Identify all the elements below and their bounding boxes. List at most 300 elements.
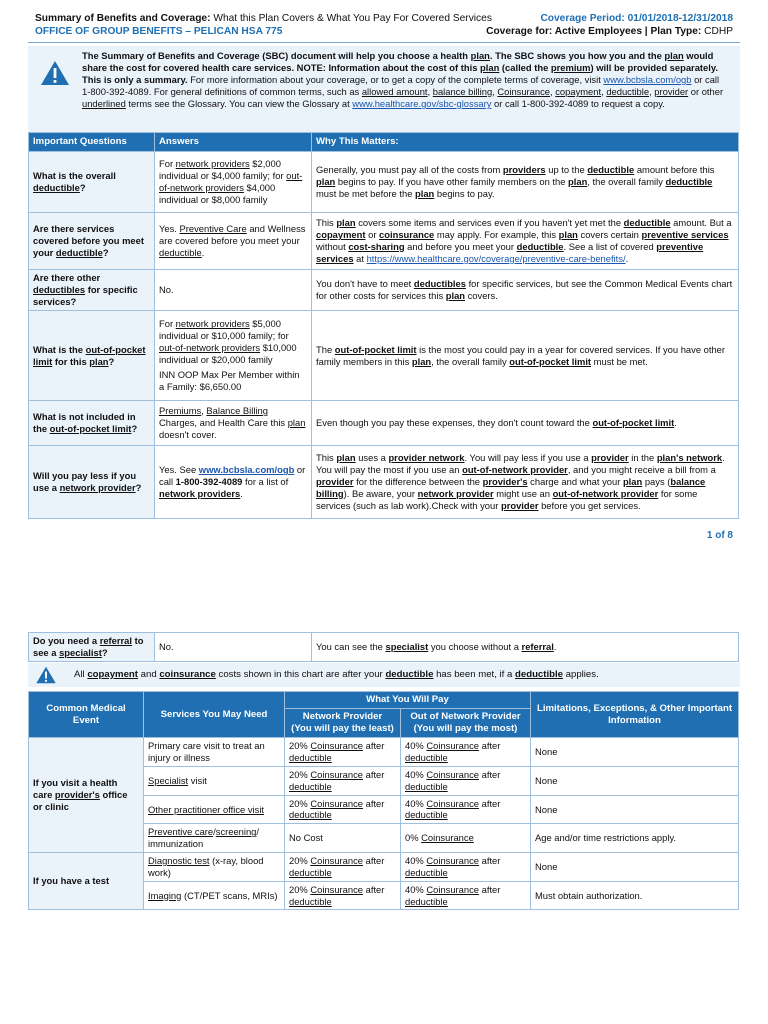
- page-number: 1 of 8: [706, 530, 733, 541]
- text-segment: ?: [108, 355, 115, 367]
- defined-term: deductible: [606, 86, 650, 98]
- text-segment: would share the cost for covered health care services. NOTE: Information about the cost of this: [82, 50, 714, 74]
- defined-term: deductible: [405, 780, 448, 792]
- text-segment: for the difference between the: [353, 476, 483, 488]
- text-segment: The Summary of Benefits and Coverage (SBC) document will help you choose a health: [82, 50, 469, 61]
- table-header-row: [29, 133, 739, 152]
- answer-cell: For network providers $5,000 individual or $10,000 family; for out-of-network providers $10,000 individual or $20,000 family INN OOP Max Per Member within a Family: $6,650.00: [155, 311, 312, 401]
- table-row: [29, 633, 739, 662]
- text-segment: For: [159, 318, 176, 330]
- defined-term: Coinsurance: [426, 797, 480, 809]
- defined-term: out-of-pocket limit: [334, 343, 417, 355]
- defined-term: premium: [550, 62, 591, 74]
- text-segment: Are there services covered before you meet your: [33, 223, 144, 258]
- defined-term: deductible: [405, 866, 448, 878]
- defined-term: network providers: [159, 487, 241, 499]
- text-segment: This: [316, 452, 337, 464]
- header-out-of-network-provider: Out of Network Provider (You will pay the most): [401, 709, 531, 738]
- text-segment: after: [479, 740, 501, 752]
- text-segment: begins to pay.: [434, 187, 495, 199]
- service-cell: [144, 766, 285, 795]
- defined-term: provider: [654, 86, 689, 98]
- text-segment: Even though you pay these expenses, they don't count toward the: [316, 417, 593, 429]
- text-segment: $2,000 individual or $4,000 family; for: [159, 158, 287, 182]
- limitations-cell: None: [531, 795, 739, 824]
- limitations-cell: Age and/or time restrictions apply.: [531, 824, 739, 853]
- text-segment: The: [316, 343, 335, 355]
- text-segment: Yes. See: [159, 464, 199, 476]
- text-segment: or call 1-800-392-4089. For general definitions of common terms, such as: [82, 74, 720, 98]
- medical-event-cell: If you have a test: [29, 852, 144, 909]
- text-segment: ?: [102, 246, 109, 258]
- defined-term: deductible: [159, 246, 202, 258]
- text-segment: after: [363, 883, 385, 895]
- defined-term: deductible: [289, 866, 332, 878]
- medical-events-table: [28, 691, 739, 910]
- defined-term: copayment: [316, 229, 366, 241]
- defined-term: Balance Billing: [206, 405, 268, 417]
- defined-term: cost-sharing: [348, 241, 405, 252]
- header-important-questions: Important Questions: [29, 133, 155, 152]
- defined-term: plan: [470, 50, 490, 61]
- defined-term: Coinsurance: [310, 740, 364, 752]
- text-segment: in the: [628, 452, 657, 464]
- defined-term: Imaging: [148, 889, 182, 901]
- defined-term: coinsurance: [379, 229, 435, 241]
- defined-term: underlined: [82, 98, 126, 110]
- question-cell: [29, 270, 155, 311]
- text-segment: after: [363, 797, 385, 809]
- defined-term: preventive services: [316, 241, 704, 264]
- why-cell: [312, 311, 739, 401]
- text-segment: Yes.: [159, 223, 180, 235]
- text-segment: after: [479, 768, 501, 780]
- text-segment: Will you pay less if you use a: [33, 470, 137, 493]
- text-segment: for specific services?: [33, 284, 138, 307]
- defined-term: provider's: [54, 789, 100, 801]
- text-segment: terms see the Glossary. You can view the Glossary at: [125, 98, 353, 110]
- text-segment: .: [553, 640, 557, 652]
- text-segment: .: [625, 252, 629, 264]
- defined-term: out-of-pocket limit: [509, 355, 592, 367]
- header-what-you-will-pay: What You Will Pay: [285, 692, 531, 709]
- cost-note-box: [28, 663, 740, 687]
- text-segment: amount before this: [634, 164, 715, 176]
- why-cell: [312, 270, 739, 311]
- why-cell: [312, 213, 739, 270]
- answer-cell: No.: [155, 633, 312, 662]
- text-segment: must be met.: [591, 355, 648, 367]
- defined-term: deductible: [289, 752, 332, 764]
- defined-term: network provider: [59, 482, 136, 493]
- defined-term: deductibles: [413, 278, 466, 290]
- service-cell: Primary care visit to treat an injury or illness: [144, 738, 285, 767]
- text-segment: $10,000 individual or $20,000 family: [159, 342, 297, 365]
- text-segment: 40%: [405, 854, 427, 866]
- text-segment: ) will be provided separately. This is only a summary.: [82, 62, 718, 86]
- ogb-link[interactable]: www.bcbsla.com/ogb: [603, 74, 692, 86]
- text-segment: ,: [201, 405, 207, 417]
- text-segment: costs shown in this chart are after your: [215, 669, 386, 680]
- text-segment: before you get services.: [538, 499, 641, 511]
- text-segment: pays (: [642, 476, 671, 488]
- text-segment: (CT/PET scans, MRIs): [181, 889, 278, 901]
- oon-cost-cell: [401, 852, 531, 881]
- text-segment: may apply. For example, this: [434, 229, 559, 241]
- defined-term: plan: [622, 476, 643, 488]
- service-cell: [144, 852, 285, 881]
- defined-term: Specialist: [148, 774, 189, 786]
- table-row: [29, 446, 739, 519]
- defined-term: Coinsurance: [497, 86, 551, 98]
- text-segment: after: [363, 740, 385, 752]
- intro-box: [28, 46, 740, 132]
- defined-term: Coinsurance: [426, 768, 480, 780]
- network-cost-cell: [285, 881, 401, 910]
- text-segment: If you visit a health care: [33, 777, 118, 801]
- defined-term: network providers: [175, 318, 250, 330]
- text-segment: charge and what your: [527, 476, 623, 488]
- defined-term: deductible: [623, 217, 671, 229]
- text-segment: office or clinic: [33, 789, 128, 813]
- text-segment: doesn't cover.: [159, 428, 217, 440]
- defined-term: providers: [502, 164, 546, 176]
- text-segment: you choose without a: [428, 640, 522, 652]
- text-segment: You can see the: [316, 640, 386, 652]
- text-segment: .: [240, 487, 243, 499]
- defined-term: plan: [336, 452, 356, 464]
- defined-term: plan: [336, 217, 356, 229]
- defined-term: out-of-network provider: [552, 487, 659, 499]
- oon-cost-cell: [401, 738, 531, 767]
- text-segment: 20%: [289, 768, 311, 780]
- text-segment: amount. But a: [670, 217, 732, 229]
- defined-term: balance billing: [316, 476, 706, 499]
- text-segment: and before you meet your: [404, 241, 517, 252]
- defined-term: Coinsurance: [310, 883, 364, 895]
- text-segment: ?: [101, 646, 108, 658]
- intro-text: The Summary of Benefits and Coverage (SBC) document will help you choose a health plan. The SBC shows you how you and the plan would share the cost for covered health care services. NOTE: Information about the cost of this plan (called the premium) will be provided separately. This is only a summary. For more information about your coverage, or to get a copy of the complete terms of coverage, visit www.bcbsla.com/ogb or call 1-800-392-4089. For general definitions of common terms, such as allowed amount, balance billing, Coinsurance, copayment, deductible, provider or other underlined terms see the Glossary. You can view the Glossary at www.healthcare.gov/sbc-glossary or call 1-800-392-4089 to request a copy.: [82, 50, 724, 110]
- defined-term: plan: [415, 187, 435, 199]
- defined-term: provider: [500, 499, 539, 511]
- table-row: [29, 311, 739, 401]
- text-segment: $4,000 individual or $8,000 family: [159, 182, 276, 205]
- text-segment: covers some items and services even if you haven't yet met the: [355, 217, 624, 229]
- text-segment: , the overall family: [431, 355, 510, 367]
- text-segment: uses a: [355, 452, 389, 464]
- answer-cell: [155, 446, 312, 519]
- defined-term: out-of-network providers: [159, 342, 261, 354]
- oon-cost-cell: [401, 795, 531, 824]
- defined-term: network provider: [417, 487, 494, 499]
- text-segment: 1-800-392-4089: [175, 476, 243, 488]
- why-cell: [312, 401, 739, 446]
- defined-term: out-of-network provider: [462, 464, 568, 476]
- text-segment: must be met before the: [316, 187, 416, 199]
- defined-term: provider network: [388, 452, 465, 464]
- defined-term: plan: [558, 229, 578, 241]
- defined-term: deductible: [385, 669, 434, 680]
- defined-term: coinsurance: [159, 669, 216, 680]
- text-segment: This: [316, 217, 337, 229]
- defined-term: allowed amount: [361, 86, 428, 98]
- defined-term: plan: [568, 176, 588, 188]
- table-row: [29, 270, 739, 311]
- text-segment: . You will pay the most if you use an: [316, 452, 725, 476]
- defined-term: plan: [411, 355, 432, 367]
- oon-cost-cell: [401, 766, 531, 795]
- text-segment: up to the: [545, 164, 588, 176]
- text-segment: or other: [688, 86, 724, 98]
- text-segment: after: [479, 797, 501, 809]
- table-header-row: [29, 692, 739, 709]
- office-name: OFFICE OF GROUP BENEFITS – PELICAN HSA 775: [35, 26, 283, 37]
- text-segment: ?: [79, 182, 86, 193]
- text-segment: might use an: [493, 487, 553, 499]
- text-segment: What is the overall: [33, 170, 116, 182]
- defined-term: provider's: [482, 476, 528, 488]
- defined-term: out-of-pocket limit: [49, 423, 132, 434]
- table-row: [29, 152, 739, 213]
- text-segment: Are there other: [33, 272, 101, 284]
- referral-table: [28, 632, 739, 662]
- text-segment: for a list of: [242, 476, 289, 488]
- defined-term: Other practitioner office visit: [148, 803, 265, 815]
- defined-term: deductible: [405, 752, 448, 764]
- warning-icon: [40, 60, 70, 86]
- header-why-this-matters: Why This Matters:: [312, 133, 739, 152]
- text-segment: Charges, and Health Care this: [159, 417, 288, 429]
- text-segment: / immunization: [148, 826, 260, 850]
- defined-term: out-of-pocket limit: [592, 417, 675, 429]
- defined-term: deductible: [665, 176, 713, 188]
- question-cell: [29, 401, 155, 446]
- service-cell: [144, 824, 285, 853]
- text-segment: No.: [159, 284, 174, 296]
- defined-term: deductible: [405, 895, 448, 907]
- answer-cell: [155, 152, 312, 213]
- defined-term: plan: [316, 176, 336, 188]
- text-segment: 20%: [289, 883, 311, 895]
- defined-term: Diagnostic test: [148, 854, 210, 866]
- text-segment: 40%: [405, 768, 427, 780]
- network-cost-cell: [285, 852, 401, 881]
- text-segment: /: [213, 826, 216, 838]
- coverage-period: Coverage Period: 01/01/2018-12/31/2018: [540, 13, 733, 24]
- text-segment: Summary of Benefits and Coverage:: [35, 13, 211, 24]
- defined-term: deductible: [516, 241, 564, 252]
- header-network-provider: Network Provider (You will pay the least): [285, 709, 401, 738]
- defined-term: deductible: [33, 182, 80, 193]
- defined-term: deductible: [405, 809, 448, 821]
- table-row: [29, 738, 739, 767]
- text-segment: $5,000 individual or $10,000 family; for: [159, 318, 289, 342]
- header-common-medical-event: Common Medical Event: [29, 692, 144, 738]
- defined-term: deductible: [515, 669, 563, 680]
- text-segment: ?: [131, 423, 138, 434]
- question-cell: [29, 152, 155, 213]
- defined-term: Coinsurance: [310, 768, 364, 780]
- why-cell: [312, 633, 739, 662]
- text-segment: Coverage for: Active Employees |: [486, 26, 648, 37]
- oon-cost-cell: [401, 824, 531, 853]
- text-segment: 40%: [405, 797, 427, 809]
- limitations-cell: None: [531, 766, 739, 795]
- network-cost-cell: [285, 738, 401, 767]
- text-segment: What is not included in the: [33, 411, 136, 434]
- header-limitations: Limitations, Exceptions, & Other Important Information: [531, 692, 739, 738]
- text-segment: and: [137, 669, 160, 680]
- text-segment: visit: [188, 774, 207, 786]
- text-segment: after: [479, 854, 501, 866]
- defined-term: plan: [445, 290, 466, 301]
- text-segment: at: [353, 252, 367, 264]
- text-segment: 20%: [289, 797, 311, 809]
- text-segment: For more information about your coverage, or to get a copy of the complete terms of coverage, visit: [187, 74, 604, 86]
- defined-term: preventive services: [641, 229, 729, 241]
- text-segment: . You will pay less if you use a: [464, 452, 592, 464]
- document-title: [35, 13, 492, 26]
- coverage-for: [486, 26, 733, 39]
- network-provider-link[interactable]: www.bcbsla.com/ogb: [198, 464, 295, 476]
- limitations-cell: None: [531, 852, 739, 881]
- text-segment: begins to pay. If you have other family members on the: [335, 176, 569, 188]
- text-segment: .: [674, 417, 677, 429]
- text-segment: What is the: [33, 343, 86, 355]
- network-cost-cell: [285, 795, 401, 824]
- table-row: [29, 213, 739, 270]
- defined-term: Preventive Care: [179, 223, 247, 235]
- text-segment: covers certain: [577, 229, 642, 241]
- text-segment: 40%: [405, 740, 427, 752]
- warning-icon: [34, 666, 58, 684]
- defined-term: specialist: [59, 646, 102, 658]
- defined-term: screening: [215, 826, 257, 838]
- defined-term: deductible: [289, 780, 332, 792]
- limitations-cell: Must obtain authorization.: [531, 881, 739, 910]
- important-questions-table: [28, 132, 739, 519]
- text-segment: without: [316, 241, 349, 252]
- text-segment: ?: [135, 482, 142, 493]
- text-segment: 20%: [289, 740, 311, 752]
- defined-term: Premiums: [159, 405, 202, 417]
- question-cell: [29, 633, 155, 662]
- text-segment: . The SBC shows you how you and the: [489, 50, 662, 61]
- question-cell: [29, 311, 155, 401]
- network-cost-cell: [285, 766, 401, 795]
- why-cell: [312, 152, 739, 213]
- defined-term: Coinsurance: [426, 883, 480, 895]
- defined-term: network providers: [175, 158, 250, 170]
- defined-term: balance billing: [432, 86, 493, 98]
- defined-term: Coinsurance: [421, 832, 474, 844]
- defined-term: copayment: [87, 669, 138, 680]
- text-segment: 20%: [289, 854, 311, 866]
- service-cell: [144, 881, 285, 910]
- question-cell: [29, 213, 155, 270]
- defined-term: deductible: [55, 246, 103, 258]
- text-segment: for specific services, but see the Common Medical Events chart for other costs for services this: [316, 278, 733, 301]
- defined-term: copayment: [555, 86, 602, 98]
- text-segment: , the overall family: [587, 176, 666, 188]
- text-segment: 0%: [405, 832, 422, 844]
- document-header: [35, 13, 733, 41]
- medical-event-cell: [29, 738, 144, 853]
- cost-note-text: [74, 669, 599, 681]
- defined-term: plan: [287, 417, 306, 429]
- defined-term: plan: [480, 62, 500, 74]
- text-segment: All: [74, 669, 88, 680]
- question-cell: [29, 446, 155, 519]
- service-cell: [144, 795, 285, 824]
- text-segment: (x-ray, blood work): [148, 854, 264, 878]
- defined-term: provider: [591, 452, 629, 464]
- defined-term: out-of-network providers: [159, 170, 303, 193]
- table-row: [29, 401, 739, 446]
- text-segment: for some services (such as lab work).Check with your: [316, 487, 698, 511]
- table-row: [29, 852, 739, 881]
- text-segment: after: [363, 768, 385, 780]
- defined-term: Coinsurance: [426, 740, 480, 752]
- header-divider: [28, 42, 740, 43]
- answer-cell: [155, 213, 312, 270]
- defined-term: Coinsurance: [310, 854, 364, 866]
- defined-term: referral: [521, 640, 554, 652]
- text-segment: What this Plan Covers & What You Pay For Covered Services: [210, 13, 492, 24]
- text-segment: .: [201, 246, 205, 258]
- why-cell: [312, 446, 739, 519]
- defined-term: deductible: [587, 164, 635, 176]
- text-segment: (called the: [501, 62, 549, 74]
- text-segment: Generally, you must pay all of the costs from: [316, 164, 503, 176]
- defined-term: specialist: [385, 640, 429, 652]
- text-segment: to see a: [33, 635, 144, 658]
- text-segment: or: [365, 229, 380, 241]
- network-cost-cell: No Cost: [285, 824, 401, 853]
- header-answers: Answers: [155, 133, 312, 152]
- text-segment: or call: [159, 464, 306, 488]
- defined-term: plan's network: [656, 452, 723, 464]
- defined-term: referral: [99, 635, 133, 646]
- defined-term: plan: [89, 355, 109, 367]
- preventive-care-link[interactable]: https://www.healthcare.gov/coverage/preventive-care-benefits/: [366, 252, 626, 264]
- defined-term: Preventive care: [148, 826, 214, 838]
- text-segment: For: [159, 158, 176, 170]
- glossary-link[interactable]: www.healthcare.gov/sbc-glossary: [352, 98, 492, 110]
- defined-term: plan: [664, 50, 684, 61]
- text-segment: CDHP: [704, 26, 733, 37]
- text-segment: . See a list of covered: [563, 241, 657, 252]
- defined-term: deductible: [289, 895, 332, 907]
- defined-term: deductible: [289, 809, 332, 821]
- text-segment: has been met, if a: [433, 669, 516, 680]
- text-segment: Plan Type:: [650, 26, 702, 37]
- defined-term: Coinsurance: [310, 797, 364, 809]
- header-services: Services You May Need: [144, 692, 285, 738]
- text-segment: 40%: [405, 883, 427, 895]
- text-segment: after: [479, 883, 501, 895]
- defined-term: deductibles: [33, 284, 86, 296]
- defined-term: Coinsurance: [426, 854, 480, 866]
- text-segment: and Wellness are covered before you meet your: [159, 223, 306, 247]
- text-segment: You don't have to meet: [316, 278, 414, 290]
- text-segment: , and you might receive a bill from a: [567, 464, 716, 476]
- text-segment: applies.: [563, 669, 599, 680]
- defined-term: out-of-pocket limit: [33, 343, 146, 367]
- text-segment: after: [363, 854, 385, 866]
- answer-cell: [155, 270, 312, 311]
- oon-cost-cell: [401, 881, 531, 910]
